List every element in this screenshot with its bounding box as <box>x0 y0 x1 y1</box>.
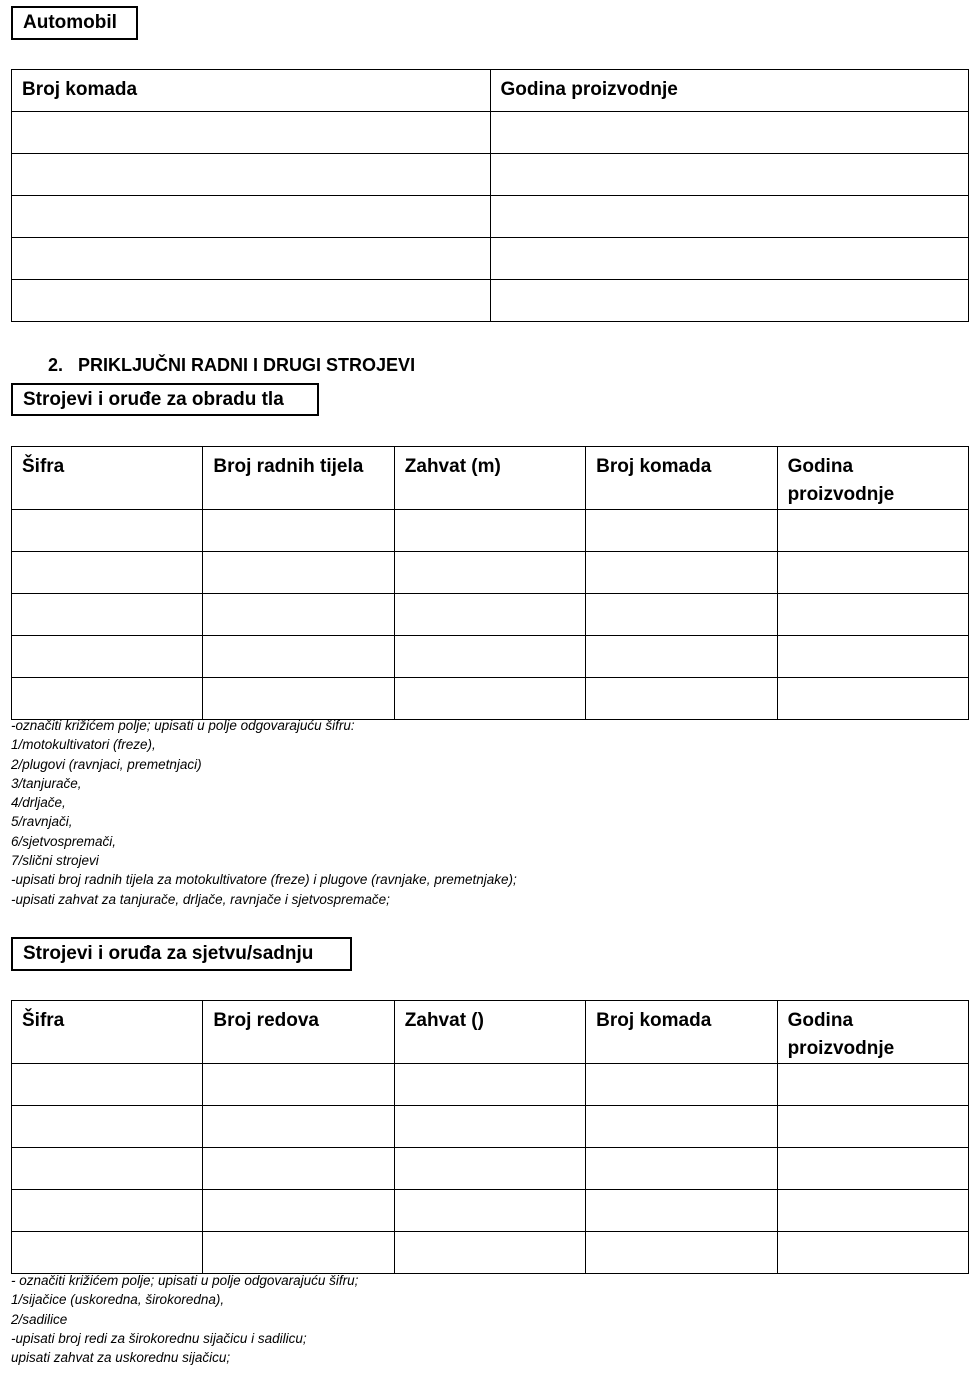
column-header: Broj radnih tijela <box>203 447 394 510</box>
empty-cell[interactable] <box>12 238 491 280</box>
column-header: Šifra <box>12 1001 203 1064</box>
empty-cell[interactable] <box>12 594 203 636</box>
sjetva-notes <box>11 1271 358 1367</box>
empty-cell[interactable] <box>777 510 968 552</box>
note-line: -upisati zahvat za tanjurače, drljače, ravnjače i sjetvospremače; <box>11 891 390 907</box>
empty-cell[interactable] <box>586 1064 777 1106</box>
empty-cell[interactable] <box>394 594 585 636</box>
empty-cell[interactable] <box>12 196 491 238</box>
empty-cell[interactable] <box>777 1064 968 1106</box>
sjetva-title: Strojevi i oruđa za sjetvu/sadnju <box>11 937 352 971</box>
note-line: 7/slični strojevi <box>11 853 99 869</box>
empty-cell[interactable] <box>203 1064 394 1106</box>
note-line: 4/drljače, <box>11 795 66 811</box>
empty-cell[interactable] <box>12 1064 203 1106</box>
header-row <box>12 70 969 112</box>
column-header: Broj komada <box>12 70 491 112</box>
column-header: Godina proizvodnje <box>777 447 968 510</box>
empty-cell[interactable] <box>777 1190 968 1232</box>
empty-cell[interactable] <box>12 678 203 720</box>
empty-cell[interactable] <box>490 196 969 238</box>
empty-cell[interactable] <box>777 552 968 594</box>
empty-cell[interactable] <box>394 636 585 678</box>
empty-cell[interactable] <box>12 1106 203 1148</box>
section-number: 2. <box>48 355 64 375</box>
column-header: Šifra <box>12 447 203 510</box>
table-row <box>12 678 969 720</box>
note-line: -označiti križićem polje; upisati u polje odgovarajuću šifru: <box>11 718 355 733</box>
empty-cell[interactable] <box>777 678 968 720</box>
empty-cell[interactable] <box>12 1232 203 1274</box>
empty-cell[interactable] <box>586 552 777 594</box>
table-row <box>12 552 969 594</box>
empty-cell[interactable] <box>586 1190 777 1232</box>
automobil-table <box>11 69 969 322</box>
empty-cell[interactable] <box>203 636 394 678</box>
note-line: 2/sadilice <box>11 1311 68 1327</box>
empty-cell[interactable] <box>203 1106 394 1148</box>
table-row <box>12 154 969 196</box>
empty-cell[interactable] <box>777 1232 968 1274</box>
note-line: -upisati broj radnih tijela za motokultivatore (freze) i plugove (ravnjake, premetnjake); <box>11 872 517 888</box>
section-title: PRIKLJUČNI RADNI I DRUGI STROJEVI <box>78 355 416 375</box>
sjetva-table <box>11 1000 969 1274</box>
empty-cell[interactable] <box>394 1148 585 1190</box>
empty-cell[interactable] <box>394 678 585 720</box>
column-header: Zahvat () <box>394 1001 585 1064</box>
empty-cell[interactable] <box>586 636 777 678</box>
note-line: 1/sijačice (uskoredna, širokoredna), <box>11 1292 225 1308</box>
empty-cell[interactable] <box>394 1064 585 1106</box>
empty-cell[interactable] <box>586 510 777 552</box>
obrada-notes <box>11 716 517 909</box>
empty-cell[interactable] <box>203 594 394 636</box>
empty-cell[interactable] <box>394 1106 585 1148</box>
empty-cell[interactable] <box>12 154 491 196</box>
empty-cell[interactable] <box>203 510 394 552</box>
empty-cell[interactable] <box>203 678 394 720</box>
empty-cell[interactable] <box>777 1148 968 1190</box>
table-row <box>12 238 969 280</box>
table-row <box>12 510 969 552</box>
empty-cell[interactable] <box>394 1232 585 1274</box>
empty-cell[interactable] <box>490 238 969 280</box>
empty-cell[interactable] <box>586 1232 777 1274</box>
table-row <box>12 1148 969 1190</box>
empty-cell[interactable] <box>586 678 777 720</box>
table-row <box>12 1106 969 1148</box>
empty-cell[interactable] <box>490 280 969 322</box>
empty-cell[interactable] <box>12 280 491 322</box>
empty-cell[interactable] <box>490 112 969 154</box>
empty-cell[interactable] <box>586 1106 777 1148</box>
empty-cell[interactable] <box>394 510 585 552</box>
note-line: 2/plugovi (ravnjaci, premetnjaci) <box>11 756 202 772</box>
section-2-heading <box>48 355 415 376</box>
automobil-title: Automobil <box>11 6 138 40</box>
note-line: 5/ravnjači, <box>11 814 73 830</box>
header-row <box>12 447 969 510</box>
column-header: Broj redova <box>203 1001 394 1064</box>
empty-cell[interactable] <box>12 112 491 154</box>
empty-cell[interactable] <box>777 594 968 636</box>
empty-cell[interactable] <box>203 552 394 594</box>
empty-cell[interactable] <box>586 1148 777 1190</box>
obrada-title: Strojevi i oruđe za obradu tla <box>11 383 319 416</box>
table-row <box>12 594 969 636</box>
empty-cell[interactable] <box>777 1106 968 1148</box>
empty-cell[interactable] <box>203 1148 394 1190</box>
empty-cell[interactable] <box>203 1232 394 1274</box>
table-row <box>12 1064 969 1106</box>
table-row <box>12 1190 969 1232</box>
table-row <box>12 1232 969 1274</box>
empty-cell[interactable] <box>394 1190 585 1232</box>
note-line: -upisati broj redi za širokorednu sijačicu i sadilicu; <box>11 1330 307 1346</box>
table-row <box>12 196 969 238</box>
empty-cell[interactable] <box>12 636 203 678</box>
table-row <box>12 280 969 322</box>
empty-cell[interactable] <box>586 594 777 636</box>
note-line: 6/sjetvospremači, <box>11 833 117 849</box>
table-row <box>12 636 969 678</box>
empty-cell[interactable] <box>203 1190 394 1232</box>
column-header: Zahvat (m) <box>394 447 585 510</box>
note-line: upisati zahvat za uskorednu sijačicu; <box>11 1350 231 1366</box>
header-row <box>12 1001 969 1064</box>
empty-cell[interactable] <box>12 1148 203 1190</box>
column-header: Broj komada <box>586 1001 777 1064</box>
obrada-table <box>11 446 969 720</box>
column-header: Godina proizvodnje <box>777 1001 968 1064</box>
empty-cell[interactable] <box>777 636 968 678</box>
empty-cell[interactable] <box>12 510 203 552</box>
note-line: - označiti križićem polje; upisati u polje odgovarajuću šifru; <box>11 1273 359 1288</box>
empty-cell[interactable] <box>490 154 969 196</box>
empty-cell[interactable] <box>12 552 203 594</box>
note-line: 3/tanjurače, <box>11 775 82 791</box>
note-line: 1/motokultivatori (freze), <box>11 737 156 753</box>
empty-cell[interactable] <box>12 1190 203 1232</box>
column-header: Broj komada <box>586 447 777 510</box>
table-row <box>12 112 969 154</box>
empty-cell[interactable] <box>394 552 585 594</box>
column-header: Godina proizvodnje <box>490 70 969 112</box>
